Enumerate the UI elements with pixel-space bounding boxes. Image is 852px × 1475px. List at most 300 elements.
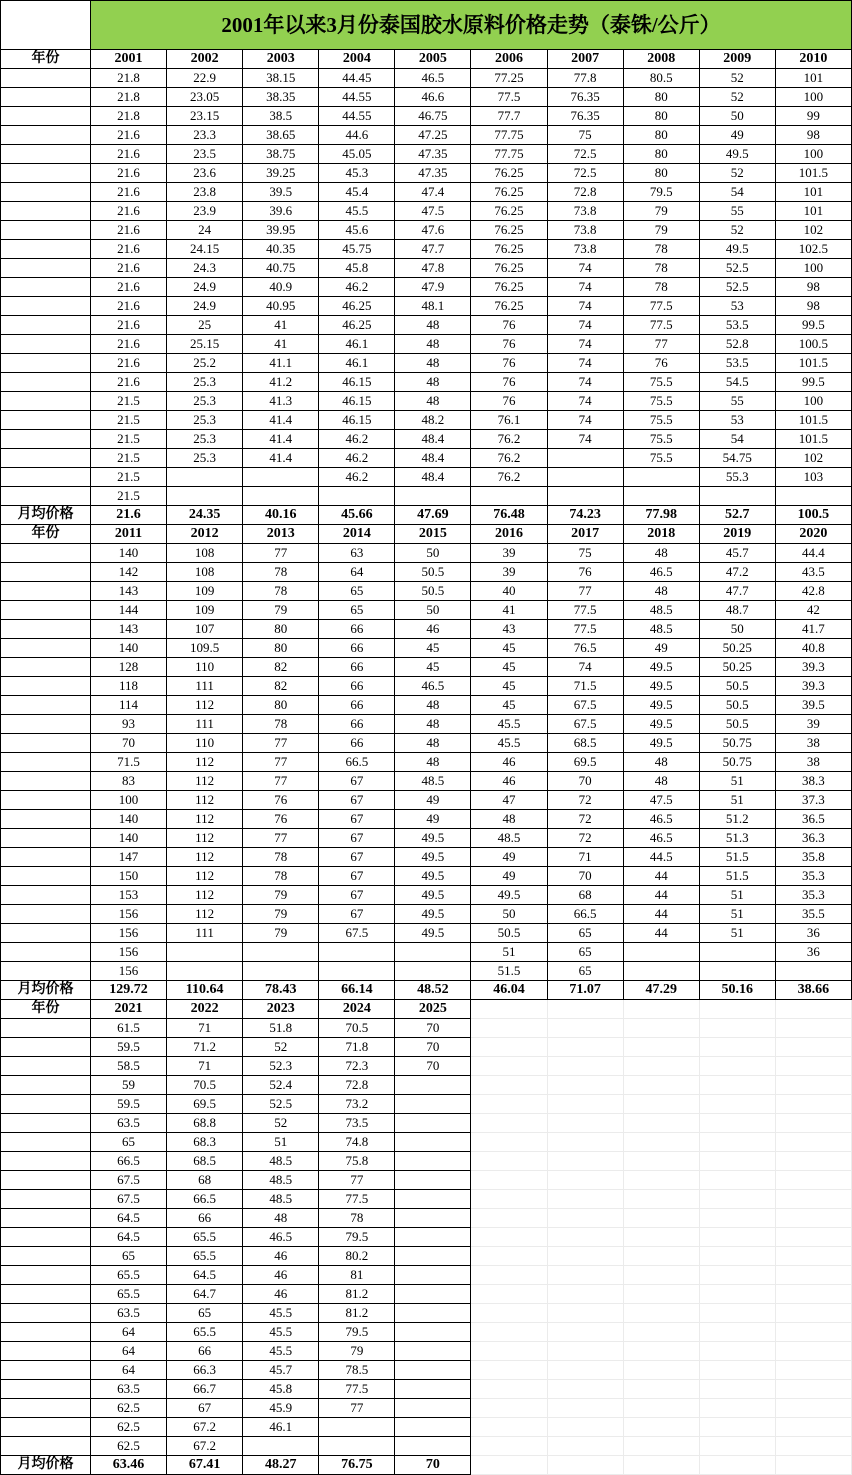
table-row [1,1057,852,1076]
price-cell: 76.1 [471,411,547,430]
price-cell [395,1228,471,1247]
empty-grid-cell [699,1323,775,1342]
price-cell: 103 [775,468,851,487]
price-cell: 46.5 [395,677,471,696]
price-cell: 67.5 [547,696,623,715]
row-label-cell [1,848,91,867]
table-row [1,905,852,924]
price-cell: 50.5 [471,924,547,943]
price-cell: 128 [91,658,167,677]
price-cell: 48 [243,1209,319,1228]
year-cell: 2010 [775,50,851,69]
price-cell: 24.9 [167,297,243,316]
price-cell: 65.5 [167,1323,243,1342]
year-cell: 2024 [319,1000,395,1019]
price-cell: 71 [167,1019,243,1038]
price-cell: 36.3 [775,829,851,848]
price-cell: 39 [471,544,547,563]
table-row [1,1038,852,1057]
empty-grid-cell [471,1342,547,1361]
price-cell: 46.5 [623,810,699,829]
avg-cell: 74.23 [547,506,623,525]
price-cell: 44 [623,886,699,905]
price-cell: 77 [243,544,319,563]
price-cell: 64.5 [91,1228,167,1247]
price-cell: 101 [775,202,851,221]
price-cell: 51 [699,772,775,791]
price-cell: 46 [243,1285,319,1304]
price-cell: 45.5 [319,202,395,221]
price-cell: 67.2 [167,1437,243,1456]
price-cell: 64.5 [167,1266,243,1285]
price-cell: 78 [623,278,699,297]
price-cell: 52 [243,1038,319,1057]
empty-grid-cell [699,1456,775,1475]
price-cell: 46.2 [319,430,395,449]
price-table-body [1,1,852,1475]
price-cell: 65 [167,1304,243,1323]
empty-grid-cell [699,1228,775,1247]
price-cell: 65.5 [167,1228,243,1247]
table-row [1,259,852,278]
price-cell: 49.5 [395,886,471,905]
price-cell: 45.6 [319,221,395,240]
price-cell: 80 [243,696,319,715]
price-cell: 69.5 [547,753,623,772]
table-row [1,772,852,791]
price-cell: 49 [395,810,471,829]
table-row [1,829,852,848]
price-cell: 68.5 [547,734,623,753]
row-label-cell [1,829,91,848]
price-cell: 45.5 [243,1342,319,1361]
price-cell: 82 [243,677,319,696]
price-cell: 112 [167,696,243,715]
price-cell: 41 [243,335,319,354]
avg-cell: 76.75 [319,1456,395,1475]
price-cell: 73.5 [319,1114,395,1133]
price-cell: 49.5 [623,734,699,753]
price-cell: 77.5 [623,297,699,316]
year-cell: 2019 [699,525,775,544]
price-cell: 45.8 [243,1380,319,1399]
price-cell: 38.15 [243,69,319,88]
price-cell: 24.3 [167,259,243,278]
price-cell [395,1076,471,1095]
price-cell: 44.4 [775,544,851,563]
row-label-cell [1,962,91,981]
row-label-cell [1,1114,91,1133]
price-cell: 71.5 [91,753,167,772]
table-row [1,316,852,335]
price-cell: 21.5 [91,449,167,468]
price-cell [395,1437,471,1456]
empty-grid-cell [471,1247,547,1266]
price-cell: 101.5 [775,430,851,449]
price-cell [471,487,547,506]
empty-grid-cell [623,1437,699,1456]
price-cell: 50 [699,107,775,126]
price-cell: 46 [471,753,547,772]
empty-grid-cell [471,1190,547,1209]
price-cell: 45.7 [243,1361,319,1380]
price-cell: 49.5 [699,145,775,164]
year-cell: 2003 [243,50,319,69]
price-cell [547,449,623,468]
price-cell: 49.5 [395,867,471,886]
row-label-cell [1,582,91,601]
price-cell: 40 [471,582,547,601]
price-cell [167,943,243,962]
price-cell: 21.5 [91,411,167,430]
price-cell: 67.5 [319,924,395,943]
row-label-cell [1,1228,91,1247]
price-cell: 156 [91,962,167,981]
empty-grid-cell [699,1342,775,1361]
price-cell: 41.4 [243,449,319,468]
empty-grid-cell [471,1095,547,1114]
price-cell: 48 [623,772,699,791]
row-label-cell [1,639,91,658]
price-cell: 49 [471,848,547,867]
year-label-cell: 年份 [1,50,91,69]
price-cell: 59.5 [91,1038,167,1057]
price-cell: 65.5 [91,1285,167,1304]
price-cell: 65.5 [167,1247,243,1266]
price-cell: 49.5 [395,905,471,924]
price-cell: 45 [395,658,471,677]
price-cell: 45 [395,639,471,658]
price-cell [395,1285,471,1304]
row-label-cell [1,601,91,620]
price-cell [623,943,699,962]
price-cell: 71.2 [167,1038,243,1057]
price-cell: 66 [319,715,395,734]
table-row [1,1114,852,1133]
price-cell: 52.5 [699,259,775,278]
price-cell: 48.5 [471,829,547,848]
price-cell: 112 [167,905,243,924]
price-cell: 63.5 [91,1114,167,1133]
empty-grid-cell [699,1418,775,1437]
price-cell: 22.9 [167,69,243,88]
row-label-cell [1,107,91,126]
price-cell: 65 [547,962,623,981]
price-cell: 23.15 [167,107,243,126]
table-row [1,164,852,183]
price-cell: 35.5 [775,905,851,924]
price-cell: 76 [471,392,547,411]
price-cell: 45.5 [243,1323,319,1342]
price-cell: 53.5 [699,354,775,373]
price-cell: 71.5 [547,677,623,696]
price-cell: 112 [167,791,243,810]
row-label-cell [1,392,91,411]
empty-grid-cell [623,1114,699,1133]
empty-grid-cell [471,1000,547,1019]
price-cell: 69.5 [167,1095,243,1114]
price-cell: 67 [319,905,395,924]
price-cell: 67 [319,829,395,848]
table-row [1,1171,852,1190]
empty-grid-cell [775,1057,851,1076]
price-cell: 21.5 [91,487,167,506]
price-cell: 70 [395,1038,471,1057]
price-cell: 76 [243,791,319,810]
price-cell: 25.3 [167,411,243,430]
price-cell: 67.5 [547,715,623,734]
price-cell: 46.5 [623,829,699,848]
price-cell: 46.15 [319,392,395,411]
price-cell: 53 [699,411,775,430]
price-cell: 47.25 [395,126,471,145]
price-cell: 40.8 [775,639,851,658]
price-cell: 40.9 [243,278,319,297]
price-cell: 72.5 [547,164,623,183]
title-row [1,1,852,50]
price-cell: 48.5 [395,772,471,791]
avg-cell: 21.6 [91,506,167,525]
price-cell: 41.2 [243,373,319,392]
price-cell: 38.3 [775,772,851,791]
price-cell: 76.2 [471,449,547,468]
price-cell: 79.5 [623,183,699,202]
price-cell [547,487,623,506]
price-cell: 40.75 [243,259,319,278]
avg-cell: 129.72 [91,981,167,1000]
price-cell: 82 [243,658,319,677]
table-row [1,924,852,943]
empty-grid-cell [623,1285,699,1304]
price-cell: 48.5 [623,601,699,620]
price-cell: 100.5 [775,335,851,354]
price-cell: 46.1 [243,1418,319,1437]
price-cell: 66 [167,1342,243,1361]
price-cell: 77 [243,734,319,753]
empty-grid-cell [623,1304,699,1323]
price-cell: 111 [167,677,243,696]
empty-grid-cell [699,1114,775,1133]
price-cell: 51 [699,924,775,943]
price-cell: 25.3 [167,449,243,468]
row-label-cell [1,563,91,582]
row-label-cell [1,1266,91,1285]
price-cell: 49.5 [395,924,471,943]
empty-grid-cell [699,1380,775,1399]
price-cell: 48 [623,582,699,601]
price-cell: 118 [91,677,167,696]
price-cell: 77 [547,582,623,601]
table-row [1,1190,852,1209]
price-cell: 72 [547,791,623,810]
empty-grid-cell [699,1133,775,1152]
table-row [1,677,852,696]
price-cell: 66.7 [167,1380,243,1399]
price-cell: 48.4 [395,468,471,487]
table-row [1,620,852,639]
empty-grid-cell [547,1019,623,1038]
year-cell: 2007 [547,50,623,69]
price-cell: 74 [547,259,623,278]
year-cell: 2022 [167,1000,243,1019]
row-label-cell [1,354,91,373]
empty-grid-cell [471,1038,547,1057]
price-cell: 100 [775,145,851,164]
empty-grid-cell [471,1285,547,1304]
price-cell: 21.6 [91,259,167,278]
empty-grid-cell [547,1152,623,1171]
row-label-cell [1,183,91,202]
price-cell [395,1247,471,1266]
price-cell: 21.6 [91,335,167,354]
empty-grid-cell [471,1133,547,1152]
avg-cell: 67.41 [167,1456,243,1475]
year-cell: 2006 [471,50,547,69]
empty-grid-cell [775,1133,851,1152]
table-row [1,297,852,316]
table-row [1,183,852,202]
empty-grid-cell [471,1228,547,1247]
price-cell: 44.45 [319,69,395,88]
price-cell: 49 [623,639,699,658]
price-cell [319,943,395,962]
price-cell [395,1095,471,1114]
price-cell: 66.5 [319,753,395,772]
price-cell: 36.5 [775,810,851,829]
price-cell: 100 [775,392,851,411]
price-cell: 55 [699,202,775,221]
empty-grid-cell [547,1437,623,1456]
price-cell: 37.3 [775,791,851,810]
price-cell: 77.25 [471,69,547,88]
table-row [1,487,852,506]
table-row [1,145,852,164]
price-cell: 64 [319,563,395,582]
price-cell: 81.2 [319,1304,395,1323]
price-cell: 44 [623,924,699,943]
price-cell: 81.2 [319,1285,395,1304]
price-cell: 52 [699,88,775,107]
row-label-cell [1,867,91,886]
price-cell: 147 [91,848,167,867]
row-label-cell [1,544,91,563]
price-cell: 64 [91,1323,167,1342]
price-cell: 45 [471,658,547,677]
price-cell: 21.6 [91,354,167,373]
price-cell: 49.5 [623,677,699,696]
price-cell: 79 [623,202,699,221]
price-cell: 48.5 [243,1152,319,1171]
price-cell: 59.5 [91,1095,167,1114]
price-cell: 46.2 [319,278,395,297]
row-label-cell [1,1323,91,1342]
price-cell: 70 [91,734,167,753]
table-row [1,1342,852,1361]
price-cell: 52.5 [699,278,775,297]
year-cell: 2011 [91,525,167,544]
price-cell: 70.5 [167,1076,243,1095]
table-row [1,639,852,658]
price-cell: 50 [699,620,775,639]
price-cell: 52 [699,164,775,183]
table-row [1,1266,852,1285]
price-cell: 46.75 [395,107,471,126]
year-header-row [1,525,852,544]
empty-grid-cell [699,1171,775,1190]
price-cell: 46 [471,772,547,791]
price-cell: 45.4 [319,183,395,202]
price-cell: 46.2 [319,449,395,468]
price-cell [623,487,699,506]
empty-grid-cell [547,1456,623,1475]
price-cell: 65.5 [91,1266,167,1285]
avg-cell: 76.48 [471,506,547,525]
price-cell: 109.5 [167,639,243,658]
table-row [1,848,852,867]
empty-grid-cell [547,1190,623,1209]
empty-grid-cell [547,1171,623,1190]
price-cell: 23.05 [167,88,243,107]
table-row [1,240,852,259]
row-label-cell [1,487,91,506]
price-cell: 70 [395,1019,471,1038]
price-cell: 112 [167,829,243,848]
price-cell: 78 [243,715,319,734]
empty-grid-cell [471,1418,547,1437]
price-cell: 25.15 [167,335,243,354]
price-cell: 70 [547,867,623,886]
price-cell: 21.6 [91,373,167,392]
price-cell: 77.7 [471,107,547,126]
row-label-cell [1,1437,91,1456]
avg-cell: 38.66 [775,981,851,1000]
price-cell: 108 [167,544,243,563]
row-label-cell [1,734,91,753]
row-label-cell [1,715,91,734]
avg-cell: 47.29 [623,981,699,1000]
price-cell: 40.95 [243,297,319,316]
empty-grid-cell [699,1095,775,1114]
table-row [1,1133,852,1152]
price-cell: 112 [167,772,243,791]
avg-cell: 70 [395,1456,471,1475]
price-cell: 71 [547,848,623,867]
table-row [1,354,852,373]
price-cell: 21.8 [91,107,167,126]
year-cell: 2009 [699,50,775,69]
row-label-cell [1,164,91,183]
price-cell: 78 [623,240,699,259]
price-cell: 79 [243,886,319,905]
year-cell: 2014 [319,525,395,544]
price-cell: 156 [91,924,167,943]
price-cell: 54 [699,183,775,202]
empty-grid-cell [623,1076,699,1095]
empty-grid-cell [699,1266,775,1285]
price-cell: 74 [547,430,623,449]
price-cell: 39.3 [775,658,851,677]
price-cell: 67 [319,772,395,791]
empty-grid-cell [547,1342,623,1361]
avg-cell: 100.5 [775,506,851,525]
price-cell: 67.2 [167,1418,243,1437]
price-cell: 72.8 [319,1076,395,1095]
table-row [1,392,852,411]
price-cell: 111 [167,924,243,943]
price-cell: 76.25 [471,164,547,183]
price-cell: 76 [471,335,547,354]
price-cell: 47 [471,791,547,810]
